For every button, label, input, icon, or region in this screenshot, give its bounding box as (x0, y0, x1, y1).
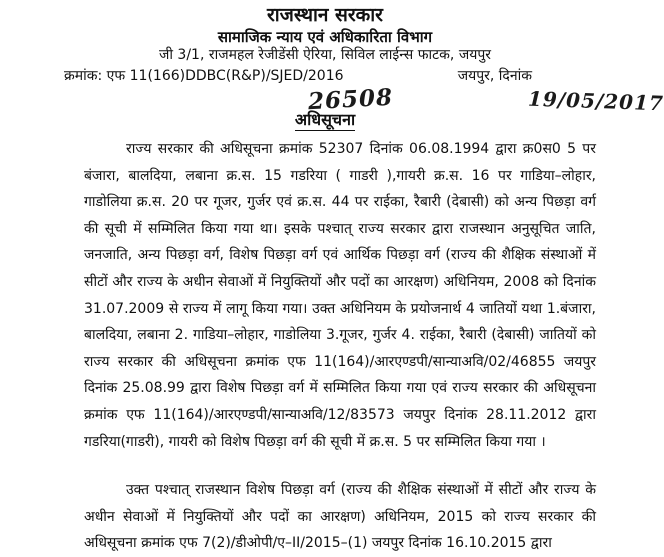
document-title (0, 108, 650, 130)
document-title-text: अधिसूचना (294, 110, 356, 129)
notification-document (0, 4, 664, 552)
department-name: सामाजिक न्याय एवं अधिकारिता विभाग (217, 27, 433, 46)
handwritten-date: 19/05/2017 (527, 86, 664, 116)
letterhead (0, 4, 650, 64)
paragraph-2: उक्त पश्चात् राजस्थान विशेष पिछड़ा वर्ग (राज्य की शैक्षिक संस्थाओं में सीटों और राज्य के अधीन सेवाओं में नियुक्तियों और पदों का आरक्षण) अधिनियम, 2015 को राज्य सरकार की अधिसूचना क्रमांक एफ 7(2)/डीओपी/ए–II/2015–(1) जयपुर दिनांक 16.10.2015 द्वारा (84, 482, 596, 552)
department-address: जी 3/1, राजमहल रेजीडेंसी ऐरिया, सिविल लाईन्स फाटक, जयपुर (158, 46, 492, 63)
reference-line (0, 66, 650, 86)
government-name: राजस्थान सरकार (267, 4, 383, 26)
paragraph-1: राज्य सरकार की अधिसूचना क्रमांक 52307 दिनांक 06.08.1994 द्वारा क्र0स0 5 पर बंजारा, बालदिया, लबाना क्र.स. 15 गडरिया ( गाडरी ),गायरी क्र.स. 16 पर गाडिया–लोहार, गाडोलिया क्र.स. 20 पर गूजर, गुर्जर एवं क्र.स. 44 पर राईका, रैबारी (देबासी) को अन्य पिछड़ा वर्ग की सूची में सम्मिलित किया गया था। इसके पश्चात् राज्य सरकार द्वारा राजस्थान अनुसूचित जाति, जनजाति, अन्य पिछड़ा वर्ग, विशेष पिछड़ा वर्ग एवं आर्थिक पिछड़ा वर्ग (राज्य की शैक्षिक संस्थाओं में सीटों और राज्य के अधीन सेवाओं में नियुक्तियों और पदों का आरक्षण) अधिनियम, 2008 को दिनांक 31.07.2009 से राज्य में लागू किया गया। उक्त अधिनियम के प्रयोजनार्थ 4 जातियों यथा 1.बंजारा, बालदिया, लबाना 2. गाडिया–लोहार, गाडोलिया 3.गूजर, गुर्जर 4. राईका, रैबारी (देबासी) जातियों को राज्य सरकार की अधिसूचना क्रमांक एफ 11(164)/आरएण्डपी/सान्याअवि/02/46855 जयपुर दिनांक 25.08.99 द्वारा विशेष पिछड़ा वर्ग में सम्मिलित किया गया एवं राज्य सरकार की अधिसूचना क्रमांक एफ 11(164)/आरएण्डपी/सान्याअवि/12/83573 जयपुर दिनांक 28.11.2012 द्वारा गडरिया(गाडरी), गायरी को विशेष पिछड़ा वर्ग की सूची में क्र.स. 5 पर सम्मिलित किया गया । (84, 141, 596, 450)
place-date-label: जयपुर, दिनांक (457, 68, 532, 84)
reference-number: क्रमांक: एफ 11(166)DDBC(R&P)/SJED/2016 (64, 68, 344, 84)
document-body (84, 136, 596, 557)
handwritten-dispatch-number: 26508 (307, 83, 394, 116)
